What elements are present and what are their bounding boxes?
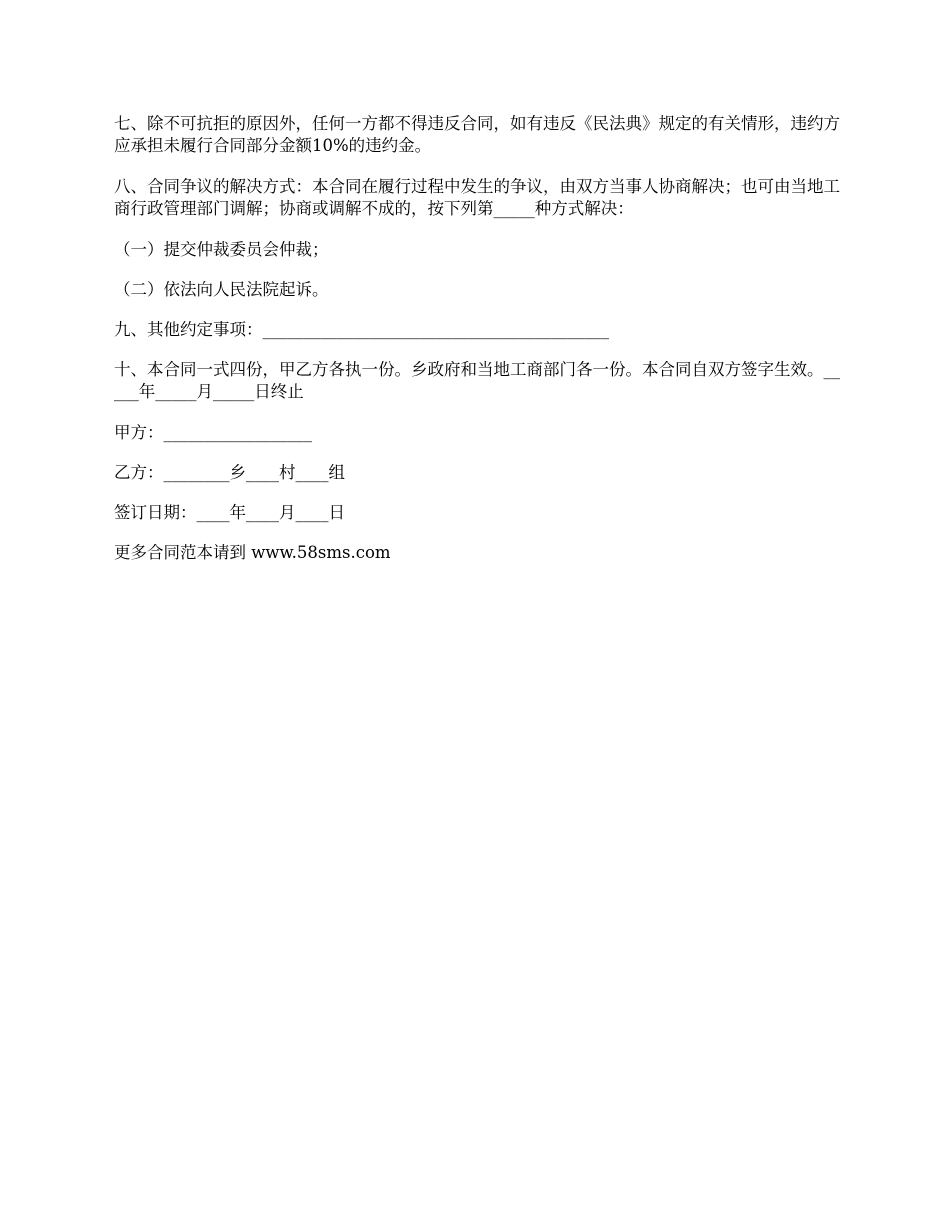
- clause-9-other-terms: 九、其他约定事项：__________________________________________: [114, 320, 609, 339]
- clause-10-copies-effective: 十、本合同一式四份，甲乙方各执一份。乡政府和当地工商部门各一份。本合同自双方签字生效。_____年_____月_____日终止: [114, 360, 840, 401]
- option-arbitration: （一）提交仲裁委员会仲裁；: [114, 240, 329, 259]
- footer-more-templates: 更多合同范本请到 www.58sms.com: [114, 543, 391, 562]
- document-page: [114, 113, 840, 582]
- clause-7-penalty: 七、除不可抗拒的原因外，任何一方都不得违反合同，如有违反《民法典》规定的有关情形，违约方应承担未履行合同部分金额10%的违约金。: [114, 114, 840, 155]
- party-a-signature: 甲方：__________________: [114, 423, 312, 442]
- signing-date: 签订日期：____年____月____日: [114, 503, 345, 522]
- option-litigation: （二）依法向人民法院起诉。: [114, 280, 329, 299]
- party-b-signature: 乙方：________乡____村____组: [114, 463, 345, 482]
- clause-8-dispute-resolution: 八、合同争议的解决方式：本合同在履行过程中发生的争议，由双方当事人协商解决；也可由当地工商行政管理部门调解；协商或调解不成的，按下列第_____种方式解决：: [114, 177, 840, 218]
